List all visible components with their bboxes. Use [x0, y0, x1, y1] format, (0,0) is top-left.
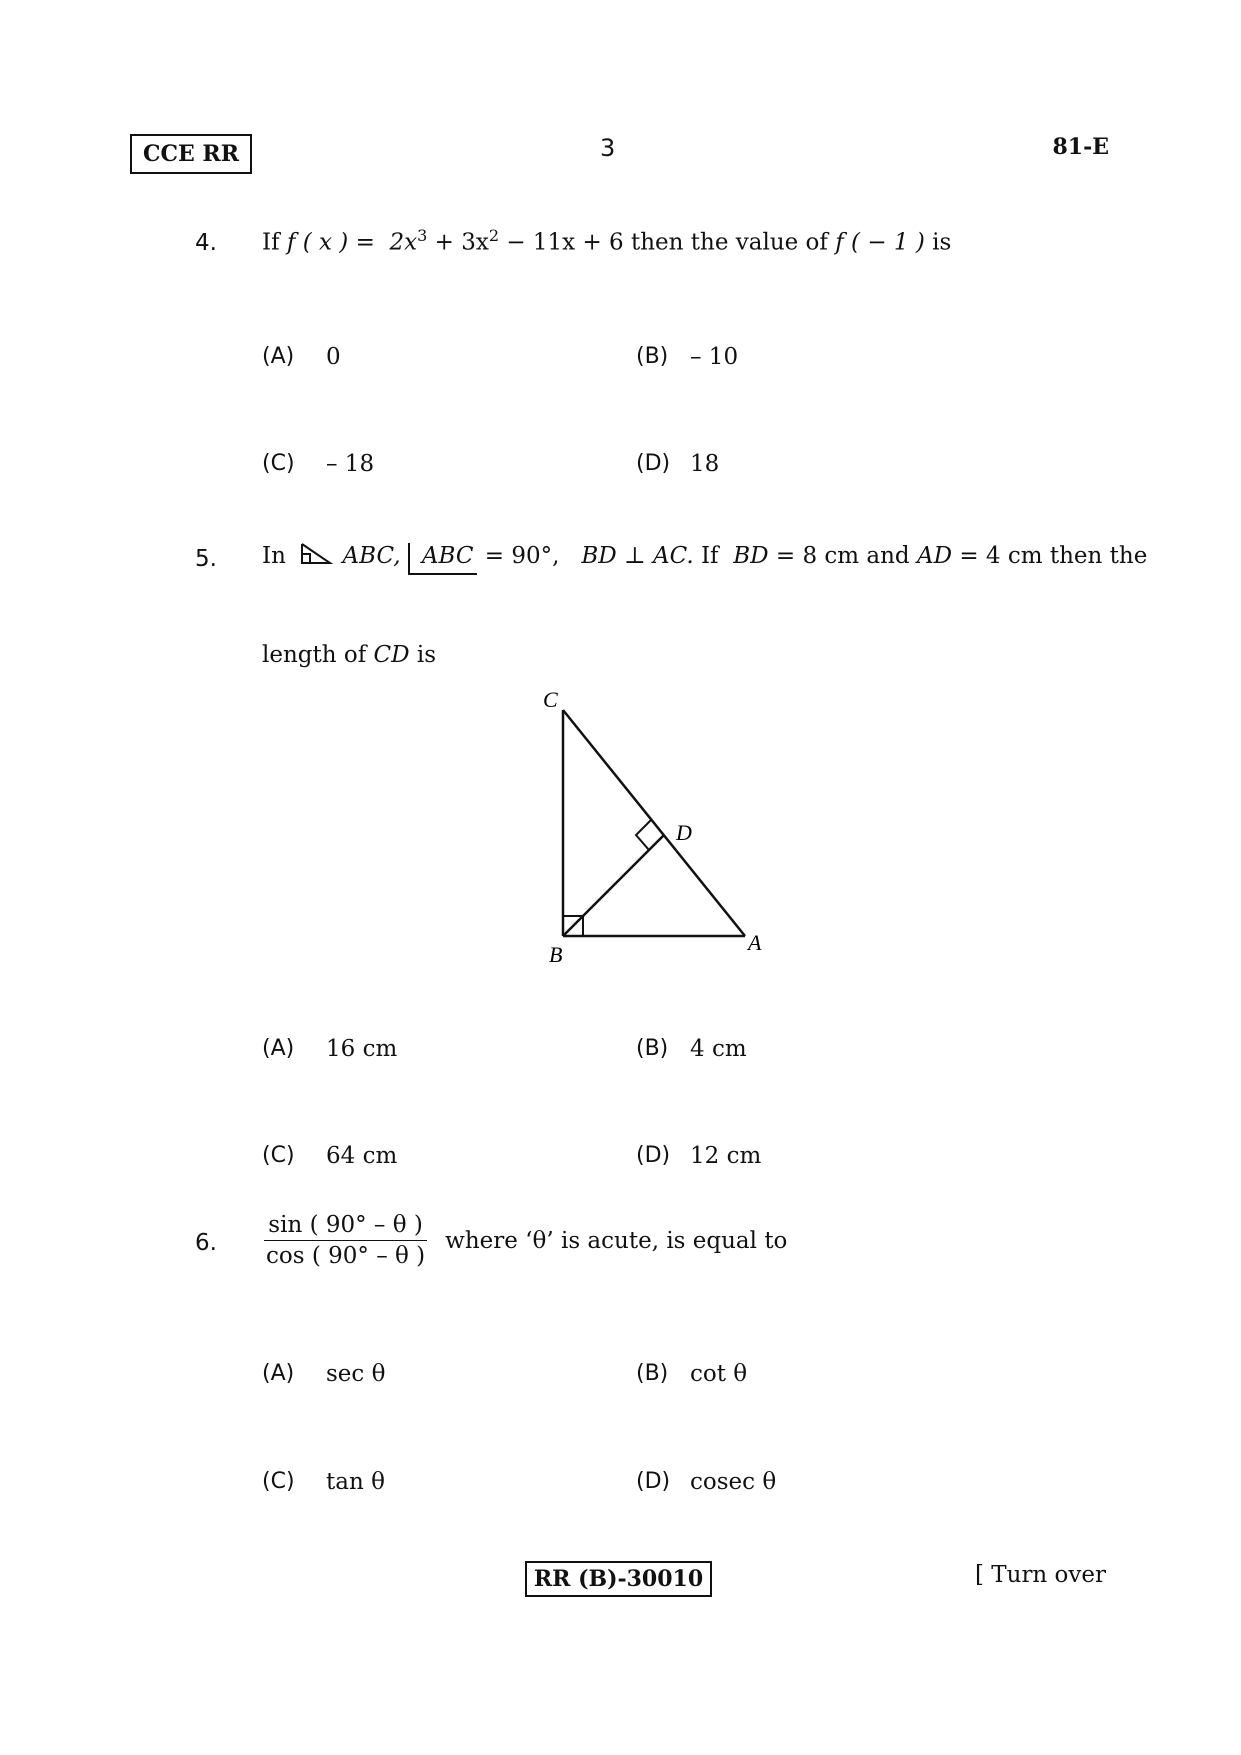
q6-option-b[interactable]: (B) cot θ [636, 1361, 748, 1387]
question-4-number: 4. [195, 230, 217, 256]
q5-option-d[interactable]: (D) 12 cm [636, 1143, 762, 1169]
triangle-figure [530, 680, 790, 970]
q5-option-a[interactable]: (A) 16 cm [262, 1036, 398, 1062]
question-4-text: If f ( x ) = $2x^3 + 3x^2 - 11x + 6$ then the value of f ( − 1 ) is [262, 226, 952, 256]
right-angle-mark-d [636, 820, 664, 850]
question-5-number: 5. [195, 546, 217, 572]
q4-option-a[interactable]: (A) 0 [262, 344, 341, 370]
triangle-icon [299, 542, 333, 566]
label-b: B [549, 942, 563, 967]
q5-option-b[interactable]: (B) 4 cm [636, 1036, 747, 1062]
exam-code-box: CCE RR [130, 134, 252, 174]
question-5-text: In ABC, ABC = 90°, BD ⊥ AC. If BD = 8 cm and AD = 4 cm then the [262, 542, 1147, 575]
trig-fraction: $\frac{\sin ( 90^\circ - \theta )}{\cos ( 90^\circ - \theta )}$ [266, 1212, 426, 1269]
label-c: C [543, 687, 558, 712]
turn-over-note: [ Turn over [975, 1562, 1107, 1588]
angle-abc-symbol: ABC [408, 543, 478, 575]
q6-option-d[interactable]: (D) cosec θ [636, 1469, 777, 1495]
footer-code-box: RR (B)-30010 [525, 1561, 712, 1597]
q6-option-a[interactable]: (A) sec θ [262, 1361, 386, 1387]
question-6-number: 6. [195, 1230, 217, 1256]
q6-option-c[interactable]: (C) tan θ [262, 1469, 385, 1495]
label-a: A [748, 930, 762, 955]
q5-option-c[interactable]: (C) 64 cm [262, 1143, 398, 1169]
question-6-text: $\frac{\sin ( 90^\circ - \theta )}{\cos ( 90^\circ - \theta )}$ where ‘θ’ is acute, is equal to [262, 1212, 787, 1269]
label-d: D [676, 820, 692, 845]
q4-option-d[interactable]: (D) 18 [636, 451, 720, 477]
page-number: 3 [600, 134, 616, 162]
q4-option-b[interactable]: (B) – 10 [636, 344, 739, 370]
paper-code: 81-E [1052, 134, 1109, 160]
q4-option-c[interactable]: (C) – 18 [262, 451, 375, 477]
triangle-abc [563, 710, 745, 936]
question-5-text-line2: length of CD is [262, 642, 437, 668]
